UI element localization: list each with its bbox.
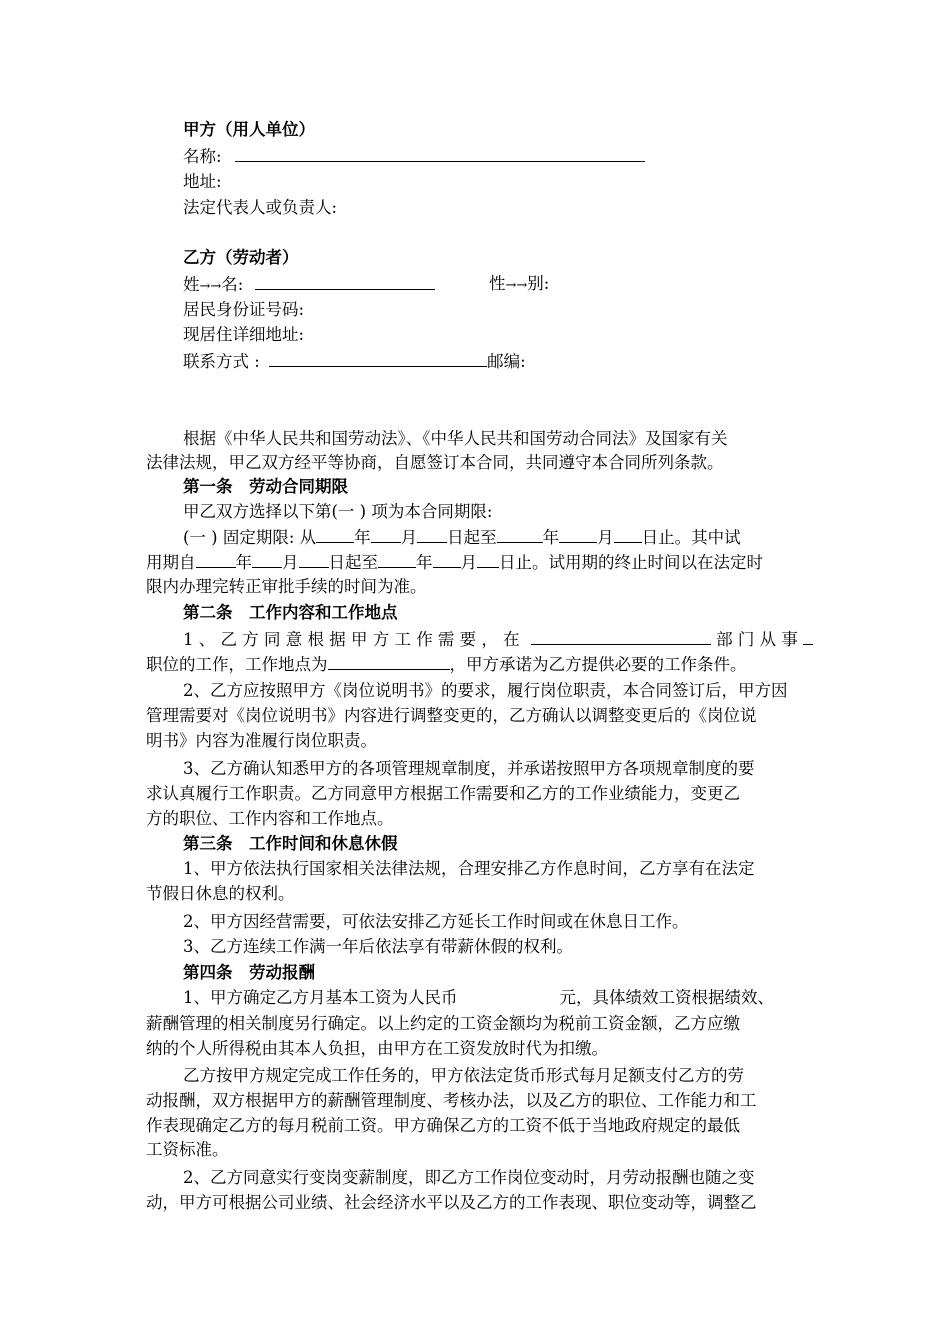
sex-label-2: 别: <box>527 274 550 293</box>
art2-p1-line1 <box>183 627 813 652</box>
art2-p3-line: 3、乙方确认知悉甲方的各项管理规章制度，并承诺按照甲方各项规章制度的要 <box>183 759 755 778</box>
party-a-name-row <box>183 144 645 169</box>
art1-line2 <box>183 525 741 550</box>
blank[interactable] <box>559 525 597 543</box>
art2-p1-text: 职位的工作，工作地点为 <box>146 655 328 674</box>
id-label: 居民身份证号码: <box>183 300 305 319</box>
blank[interactable] <box>433 550 461 568</box>
art3-p3: 3、乙方连续工作满一年后依法享有带薪休假的权利。 <box>183 937 573 956</box>
art3-p2: 2、甲方因经营需要，可依法安排乙方延长工作时间或在休息日工作。 <box>183 912 689 931</box>
day-from-label: 日起至 <box>328 553 378 572</box>
blank[interactable] <box>378 550 416 568</box>
tab-arrows: →→ <box>505 278 528 293</box>
art4-p1-text: 1、甲方确定乙方月基本工资为人民币 <box>183 988 458 1007</box>
art4-p1-text: 元，具体绩效工资根据绩效、 <box>559 988 774 1007</box>
position-blank[interactable] <box>803 627 813 645</box>
art2-p2-line: 2、乙方应按照甲方《岗位说明书》的要求，履行岗位职责，本合同签订后，甲方因 <box>183 681 788 700</box>
blank[interactable] <box>371 525 401 543</box>
art2-p3-line: 方的职位、工作内容和工作地点。 <box>146 809 394 828</box>
year-label: 年 <box>416 553 433 572</box>
tab-arrows: →→ <box>199 279 222 294</box>
art2-p3-line: 求认真履行工作职责。乙方同意甲方根据工作需要和乙方的工作业绩能力，变更乙 <box>146 784 740 803</box>
art2-p2-line: 明书》内容为准履行岗位职责。 <box>146 731 377 750</box>
art4-p1-line: 薪酬管理的相关制度另行确定。以上约定的工资金额均为税前工资金额，乙方应缴 <box>146 1014 740 1033</box>
surname-label: 姓 <box>183 275 200 294</box>
addr-label: 现居住详细地址: <box>183 325 305 344</box>
year-label: 年 <box>235 553 252 572</box>
art3-p1-line: 节假日休息的权利。 <box>146 884 295 903</box>
article-1-title: 第一条 劳动合同期限 <box>183 477 348 496</box>
contact-label: 联系方式 : <box>183 352 260 371</box>
art4-p1-line1 <box>183 986 774 1010</box>
sex-label: 性 <box>489 274 506 293</box>
blank[interactable] <box>497 525 543 543</box>
blank[interactable] <box>417 525 447 543</box>
article-2-title: 第二条 工作内容和工作地点 <box>183 603 398 622</box>
art2-p1-text: ，甲方承诺为乙方提供必要的工作条件。 <box>449 655 747 674</box>
month-label: 月 <box>400 528 418 547</box>
art1-line1: 甲乙双方选择以下第(一 ) 项为本合同期限: <box>183 502 493 521</box>
art4-p2-line: 动报酬，双方根据甲方的薪酬管理制度、考核办法，以及乙方的职位、工作能力和工 <box>146 1091 757 1110</box>
contact-row <box>183 349 526 374</box>
party-b-name-row <box>183 272 435 299</box>
blank[interactable] <box>196 550 236 568</box>
blank[interactable] <box>477 550 499 568</box>
department-blank[interactable] <box>531 627 711 645</box>
art2-p2-line: 管理需要对《岗位说明书》内容进行调整变更的，乙方确认以调整变更后的《岗位说 <box>146 706 757 725</box>
year-label: 年 <box>354 528 371 547</box>
workplace-blank[interactable] <box>328 652 450 670</box>
party-a-name-label: 名称: <box>183 147 222 166</box>
blank[interactable] <box>299 550 329 568</box>
month-label: 月 <box>460 553 477 572</box>
party-a-heading: 甲方（用人单位） <box>183 120 315 139</box>
art2-p1-line2 <box>146 652 747 677</box>
art4-p3-line: 2、乙方同意实行变岗变薪制度，即乙方工作岗位变动时，月劳动报酬也随之变 <box>183 1168 755 1187</box>
art4-p2-line: 乙方按甲方规定完成工作任务的，甲方依法定货币形式每月足额支付乙方的劳 <box>183 1066 744 1085</box>
article-4-title: 第四条 劳动报酬 <box>183 963 315 982</box>
party-a-rep-label: 法定代表人或负责人: <box>183 198 338 217</box>
party-b-sex-row <box>489 272 549 298</box>
blank[interactable] <box>614 525 642 543</box>
art3-p1-line: 1、甲方依法执行国家相关法律法规，合理安排乙方作息时间，乙方享有在法定 <box>183 859 755 878</box>
art2-p1-text: 1 、 乙 方 同 意 根 据 甲 方 工 作 需 要 ， 在 <box>183 630 520 649</box>
contact-blank[interactable] <box>269 349 487 367</box>
art4-p1-line: 纳的个人所得税由其本人负担，由甲方在工资发放时代为扣缴。 <box>146 1039 608 1058</box>
day-from-label: 日起至 <box>447 528 497 547</box>
preamble-line: 法律法规，甲乙双方经平等协商，自愿签订本合同，共同遵守本合同所列条款。 <box>146 453 724 472</box>
party-b-heading: 乙方（劳动者） <box>183 248 299 267</box>
name-label: 名: <box>221 275 244 294</box>
preamble-line: 根据《中华人民共和国劳动法》、《中华人民共和国劳动合同法》及国家有关 <box>183 429 728 448</box>
day-end-label: 日止。其中试 <box>641 528 741 547</box>
art1-line3 <box>146 550 763 575</box>
art1-line4: 限内办理完转正审批手续的时间为准。 <box>146 577 427 596</box>
party-b-name-blank[interactable] <box>255 272 435 290</box>
postcode-label: 邮编: <box>487 352 526 371</box>
article-3-title: 第三条 工作时间和休息休假 <box>183 834 398 853</box>
art2-p1-text: 部 门 从 事 <box>716 630 798 649</box>
blank[interactable] <box>316 525 354 543</box>
year-label: 年 <box>542 528 560 547</box>
party-a-address-label: 地址: <box>183 172 222 191</box>
month-label: 月 <box>597 528 614 547</box>
fixed-term-label: (一 ) 固定期限: 从 <box>183 528 317 547</box>
art4-p2-line: 工资标准。 <box>146 1140 229 1159</box>
party-a-name-blank[interactable] <box>235 144 645 162</box>
probation-label: 用期自 <box>146 553 196 572</box>
art4-p2-line: 作表现确定乙方的每月税前工资。甲方确保乙方的工资不低于当地政府规定的最低 <box>146 1116 740 1135</box>
month-label: 月 <box>282 553 299 572</box>
day-end-label: 日止。试用期的终止时间以在法定时 <box>499 553 763 572</box>
art4-p3-line: 动，甲方可根据公司业绩、社会经济水平以及乙方的工作表现、职位变动等，调整乙 <box>146 1193 757 1212</box>
blank[interactable] <box>252 550 282 568</box>
